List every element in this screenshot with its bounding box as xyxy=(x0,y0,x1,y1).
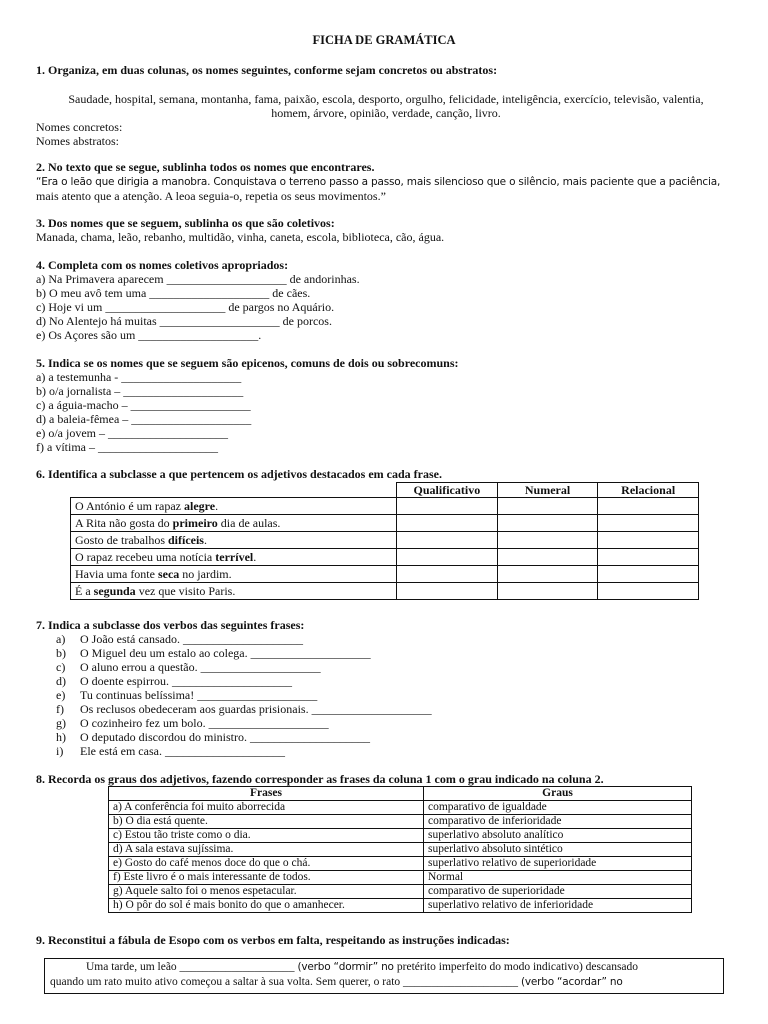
question-6-heading: 6. Identifica a subclasse a que pertencem os adjetivos destacados em cada frase. xyxy=(36,467,442,481)
q6-answer-cell[interactable] xyxy=(497,515,598,532)
question-6 xyxy=(36,467,736,481)
table-row xyxy=(109,871,692,885)
q6-answer-cell[interactable] xyxy=(397,549,498,566)
q1-concretos-label: Nomes concretos: xyxy=(36,120,123,134)
q7-letter: h) xyxy=(56,730,66,744)
q5-item: c) a águia-macho – ____________________ xyxy=(36,398,251,412)
q6-answer-cell[interactable] xyxy=(397,566,498,583)
q6-adjective: difíceis xyxy=(167,533,204,547)
q6-col-numeral: Numeral xyxy=(497,483,598,498)
q6-text: Gosto de trabalhos xyxy=(75,533,168,547)
q8-grau: superlativo relativo de inferioridade xyxy=(424,899,692,913)
question-2 xyxy=(36,160,736,203)
table-row xyxy=(109,829,692,843)
q6-text: . xyxy=(203,533,207,547)
q2-text-1: “Era o leão que dirigia a manobra. Conquistava o terreno passo a passo, mais silencioso que o silêncio, mais paciente que a paciência, xyxy=(36,176,721,188)
q8-frase: b) O dia está quente. xyxy=(109,815,424,829)
q1-words-line1: Saudade, hospital, semana, montanha, fama, paixão, escola, desporto, orgulho, felicidade, inteligência, exercício, televisão, valentia, xyxy=(68,92,704,106)
table-row xyxy=(109,885,692,899)
q4-item: e) Os Açores são um ____________________. xyxy=(36,328,262,342)
q6-text: Havia uma fonte xyxy=(75,567,158,581)
table-row xyxy=(71,566,699,583)
q7-letter: g) xyxy=(56,716,66,730)
q6-col-relacional: Relacional xyxy=(598,483,699,498)
q7-letter: d) xyxy=(56,674,66,688)
q6-sentence xyxy=(71,566,397,583)
q8-header-row xyxy=(109,787,692,801)
q1-words-line2: homem, árvore, opinião, verdade, canção, livro. xyxy=(271,106,501,120)
q6-answer-cell[interactable] xyxy=(497,566,598,583)
q5-item: f) a vítima – ____________________ xyxy=(36,440,218,454)
q8-col-graus: Graus xyxy=(424,787,692,801)
q6-text: O rapaz recebeu uma notícia xyxy=(75,550,216,564)
q5-item: a) a testemunha - ____________________ xyxy=(36,370,242,384)
table-row xyxy=(109,815,692,829)
q2-text-line2 xyxy=(36,189,736,203)
q7-text: O doente espirrou. ____________________ xyxy=(80,674,292,688)
q5-item: b) o/a jornalista – ____________________ xyxy=(36,384,244,398)
q9-text: Uma tarde, um leão ____________________ xyxy=(86,961,298,973)
q8-frase: d) A sala estava sujíssima. xyxy=(109,843,424,857)
q7-text: O aluno errou a questão. ____________________ xyxy=(80,660,321,674)
q7-text: Tu continuas belíssima! ____________________ xyxy=(80,688,318,702)
q7-item xyxy=(36,730,736,744)
q6-adjective: seca xyxy=(157,567,180,581)
table-row xyxy=(71,515,699,532)
q8-grau: superlativo absoluto analítico xyxy=(424,829,692,843)
q6-sentence xyxy=(71,532,397,549)
question-5-heading: 5. Indica se os nomes que se seguem são epicenos, comuns de dois ou sobrecomuns: xyxy=(36,356,459,370)
question-9 xyxy=(36,933,736,947)
question-2-heading: 2. No texto que se segue, sublinha todos os nomes que encontrares. xyxy=(36,160,375,174)
question-1 xyxy=(36,63,736,77)
q6-adjective: alegre xyxy=(183,499,216,513)
q6-text: dia de aulas. xyxy=(217,516,281,530)
q9-instruction: (verbo “dormir” no xyxy=(297,961,397,973)
q6-text: É a xyxy=(75,584,94,598)
table-row xyxy=(109,843,692,857)
q7-text: O cozinheiro fez um bolo. ____________________ xyxy=(80,716,329,730)
question-9-heading: 9. Reconstitui a fábula de Esopo com os verbos em falta, respeitando as instruções indicadas: xyxy=(36,933,510,947)
q6-answer-cell[interactable] xyxy=(598,583,699,600)
q7-text: O deputado discordou do ministro. ____________________ xyxy=(80,730,370,744)
q8-col-frases: Frases xyxy=(109,787,424,801)
q6-answer-cell[interactable] xyxy=(397,532,498,549)
q4-item: c) Hoje vi um ____________________ de pargos no Aquário. xyxy=(36,300,335,314)
q8-table xyxy=(108,786,692,913)
q5-item: e) o/a jovem – ____________________ xyxy=(36,426,228,440)
q7-text: Ele está em casa. ____________________ xyxy=(80,744,285,758)
q8-frase: a) A conferência foi muito aborrecida xyxy=(109,801,424,815)
q8-frase: c) Estou tão triste como o dia. xyxy=(109,829,424,843)
q8-grau: superlativo relativo de superioridade xyxy=(424,857,692,871)
table-row xyxy=(109,857,692,871)
q3-words: Manada, chama, leão, rebanho, multidão, vinha, caneta, escola, biblioteca, cão, água. xyxy=(36,230,445,244)
question-1-heading: 1. Organiza, em duas colunas, os nomes seguintes, conforme sejam concretos ou abstratos: xyxy=(36,63,498,77)
q4-item: a) Na Primavera aparecem ____________________ de andorinhas. xyxy=(36,272,360,286)
q6-answer-cell[interactable] xyxy=(598,532,699,549)
question-5 xyxy=(36,356,736,454)
q7-letter: f) xyxy=(56,702,64,716)
q6-answer-cell[interactable] xyxy=(598,549,699,566)
q8-frase: g) Aquele salto foi o menos espetacular. xyxy=(109,885,424,899)
q6-answer-cell[interactable] xyxy=(397,498,498,515)
q7-letter: a) xyxy=(56,632,66,646)
q7-letter: e) xyxy=(56,688,66,702)
q7-item xyxy=(36,688,736,702)
q7-text: O Miguel deu um estalo ao colega. ____________________ xyxy=(80,646,371,660)
q1-abstratos-label: Nomes abstratos: xyxy=(36,134,119,148)
q1-answers xyxy=(36,120,736,148)
q6-answer-cell[interactable] xyxy=(598,566,699,583)
q7-item xyxy=(36,632,736,646)
q7-item xyxy=(36,716,736,730)
q6-sentence xyxy=(71,549,397,566)
q6-answer-cell[interactable] xyxy=(397,583,498,600)
question-8-heading: 8. Recorda os graus dos adjetivos, fazendo corresponder as frases da coluna 1 com o grau indicado na coluna 2. xyxy=(36,772,604,786)
question-3-heading: 3. Dos nomes que se seguem, sublinha os que são coletivos: xyxy=(36,216,335,230)
q6-text: A Rita não gosta do xyxy=(75,516,173,530)
q6-answer-cell[interactable] xyxy=(598,498,699,515)
q7-letter: c) xyxy=(56,660,66,674)
table-row xyxy=(71,498,699,515)
q6-sentence xyxy=(71,583,397,600)
q4-item: b) O meu avô tem uma ____________________ de cães. xyxy=(36,286,311,300)
q8-grau: comparativo de igualdade xyxy=(424,801,692,815)
q7-item xyxy=(36,646,736,660)
table-row xyxy=(109,899,692,913)
question-4 xyxy=(36,258,736,342)
q9-line1 xyxy=(50,960,718,975)
q8-grau: superlativo absoluto sintético xyxy=(424,843,692,857)
q6-sentence xyxy=(71,515,397,532)
q6-answer-cell[interactable] xyxy=(497,498,598,515)
q6-text: vez que visito Paris. xyxy=(135,584,236,598)
q7-item xyxy=(36,702,736,716)
q7-item xyxy=(36,744,736,758)
q7-text: Os reclusos obedeceram aos guardas prisionais. ____________________ xyxy=(80,702,432,716)
q6-adjective: primeiro xyxy=(172,516,218,530)
page-title: FICHA DE GRAMÁTICA xyxy=(312,33,456,47)
q6-sentence xyxy=(71,498,397,515)
q6-answer-cell[interactable] xyxy=(598,515,699,532)
q7-text: O João está cansado. ____________________ xyxy=(80,632,303,646)
q7-item xyxy=(36,674,736,688)
q6-adjective: terrível xyxy=(215,550,254,564)
q2-text-2: mais atento que a atenção. A leoa seguia-o, repetia os seus movimentos.” xyxy=(36,189,386,203)
q6-header-row xyxy=(71,483,699,498)
q6-answer-cell[interactable] xyxy=(397,515,498,532)
table-row xyxy=(71,549,699,566)
q6-text: no jardim. xyxy=(179,567,232,581)
q8-frase: h) O pôr do sol é mais bonito do que o amanhecer. xyxy=(109,899,424,913)
question-8 xyxy=(36,772,736,786)
q1-word-list xyxy=(36,92,736,120)
table-row xyxy=(71,583,699,600)
q8-frase: f) Este livro é o mais interessante de todos. xyxy=(109,871,424,885)
q6-adjective: segunda xyxy=(93,584,136,598)
q6-text: O António é um rapaz xyxy=(75,499,184,513)
question-4-heading: 4. Completa com os nomes coletivos apropriados: xyxy=(36,258,289,272)
q2-text-line1 xyxy=(36,174,736,189)
q8-grau: comparativo de inferioridade xyxy=(424,815,692,829)
q7-item xyxy=(36,660,736,674)
q9-text: pretérito imperfeito do modo indicativo) descansado xyxy=(396,961,639,973)
question-7 xyxy=(36,618,736,758)
q4-item: d) No Alentejo há muitas ____________________ de porcos. xyxy=(36,314,332,328)
question-7-heading: 7. Indica a subclasse dos verbos das seguintes frases: xyxy=(36,618,305,632)
table-row xyxy=(71,532,699,549)
q6-col-qualificativo: Qualificativo xyxy=(397,483,498,498)
q6-answer-cell[interactable] xyxy=(497,549,598,566)
question-3 xyxy=(36,216,736,244)
q8-grau: comparativo de superioridade xyxy=(424,885,692,899)
q8-grau: Normal xyxy=(424,871,692,885)
q6-text: . xyxy=(253,550,257,564)
q9-line2 xyxy=(50,975,718,990)
table-row xyxy=(109,801,692,815)
q9-text: quando um rato muito ativo começou a saltar à sua volta. Sem querer, o rato ____________________ xyxy=(50,976,521,988)
q7-letter: i) xyxy=(56,744,64,758)
q6-table xyxy=(70,482,699,600)
q9-instruction: (verbo “acordar” no xyxy=(520,976,623,988)
q8-frase: e) Gosto do café menos doce do que o chá. xyxy=(109,857,424,871)
q5-item: d) a baleia-fêmea – ____________________ xyxy=(36,412,252,426)
q6-answer-cell[interactable] xyxy=(497,583,598,600)
q6-text: . xyxy=(215,499,219,513)
q6-empty-header xyxy=(71,483,397,498)
q6-answer-cell[interactable] xyxy=(497,532,598,549)
q7-letter: b) xyxy=(56,646,66,660)
q9-fable-box xyxy=(44,958,724,994)
